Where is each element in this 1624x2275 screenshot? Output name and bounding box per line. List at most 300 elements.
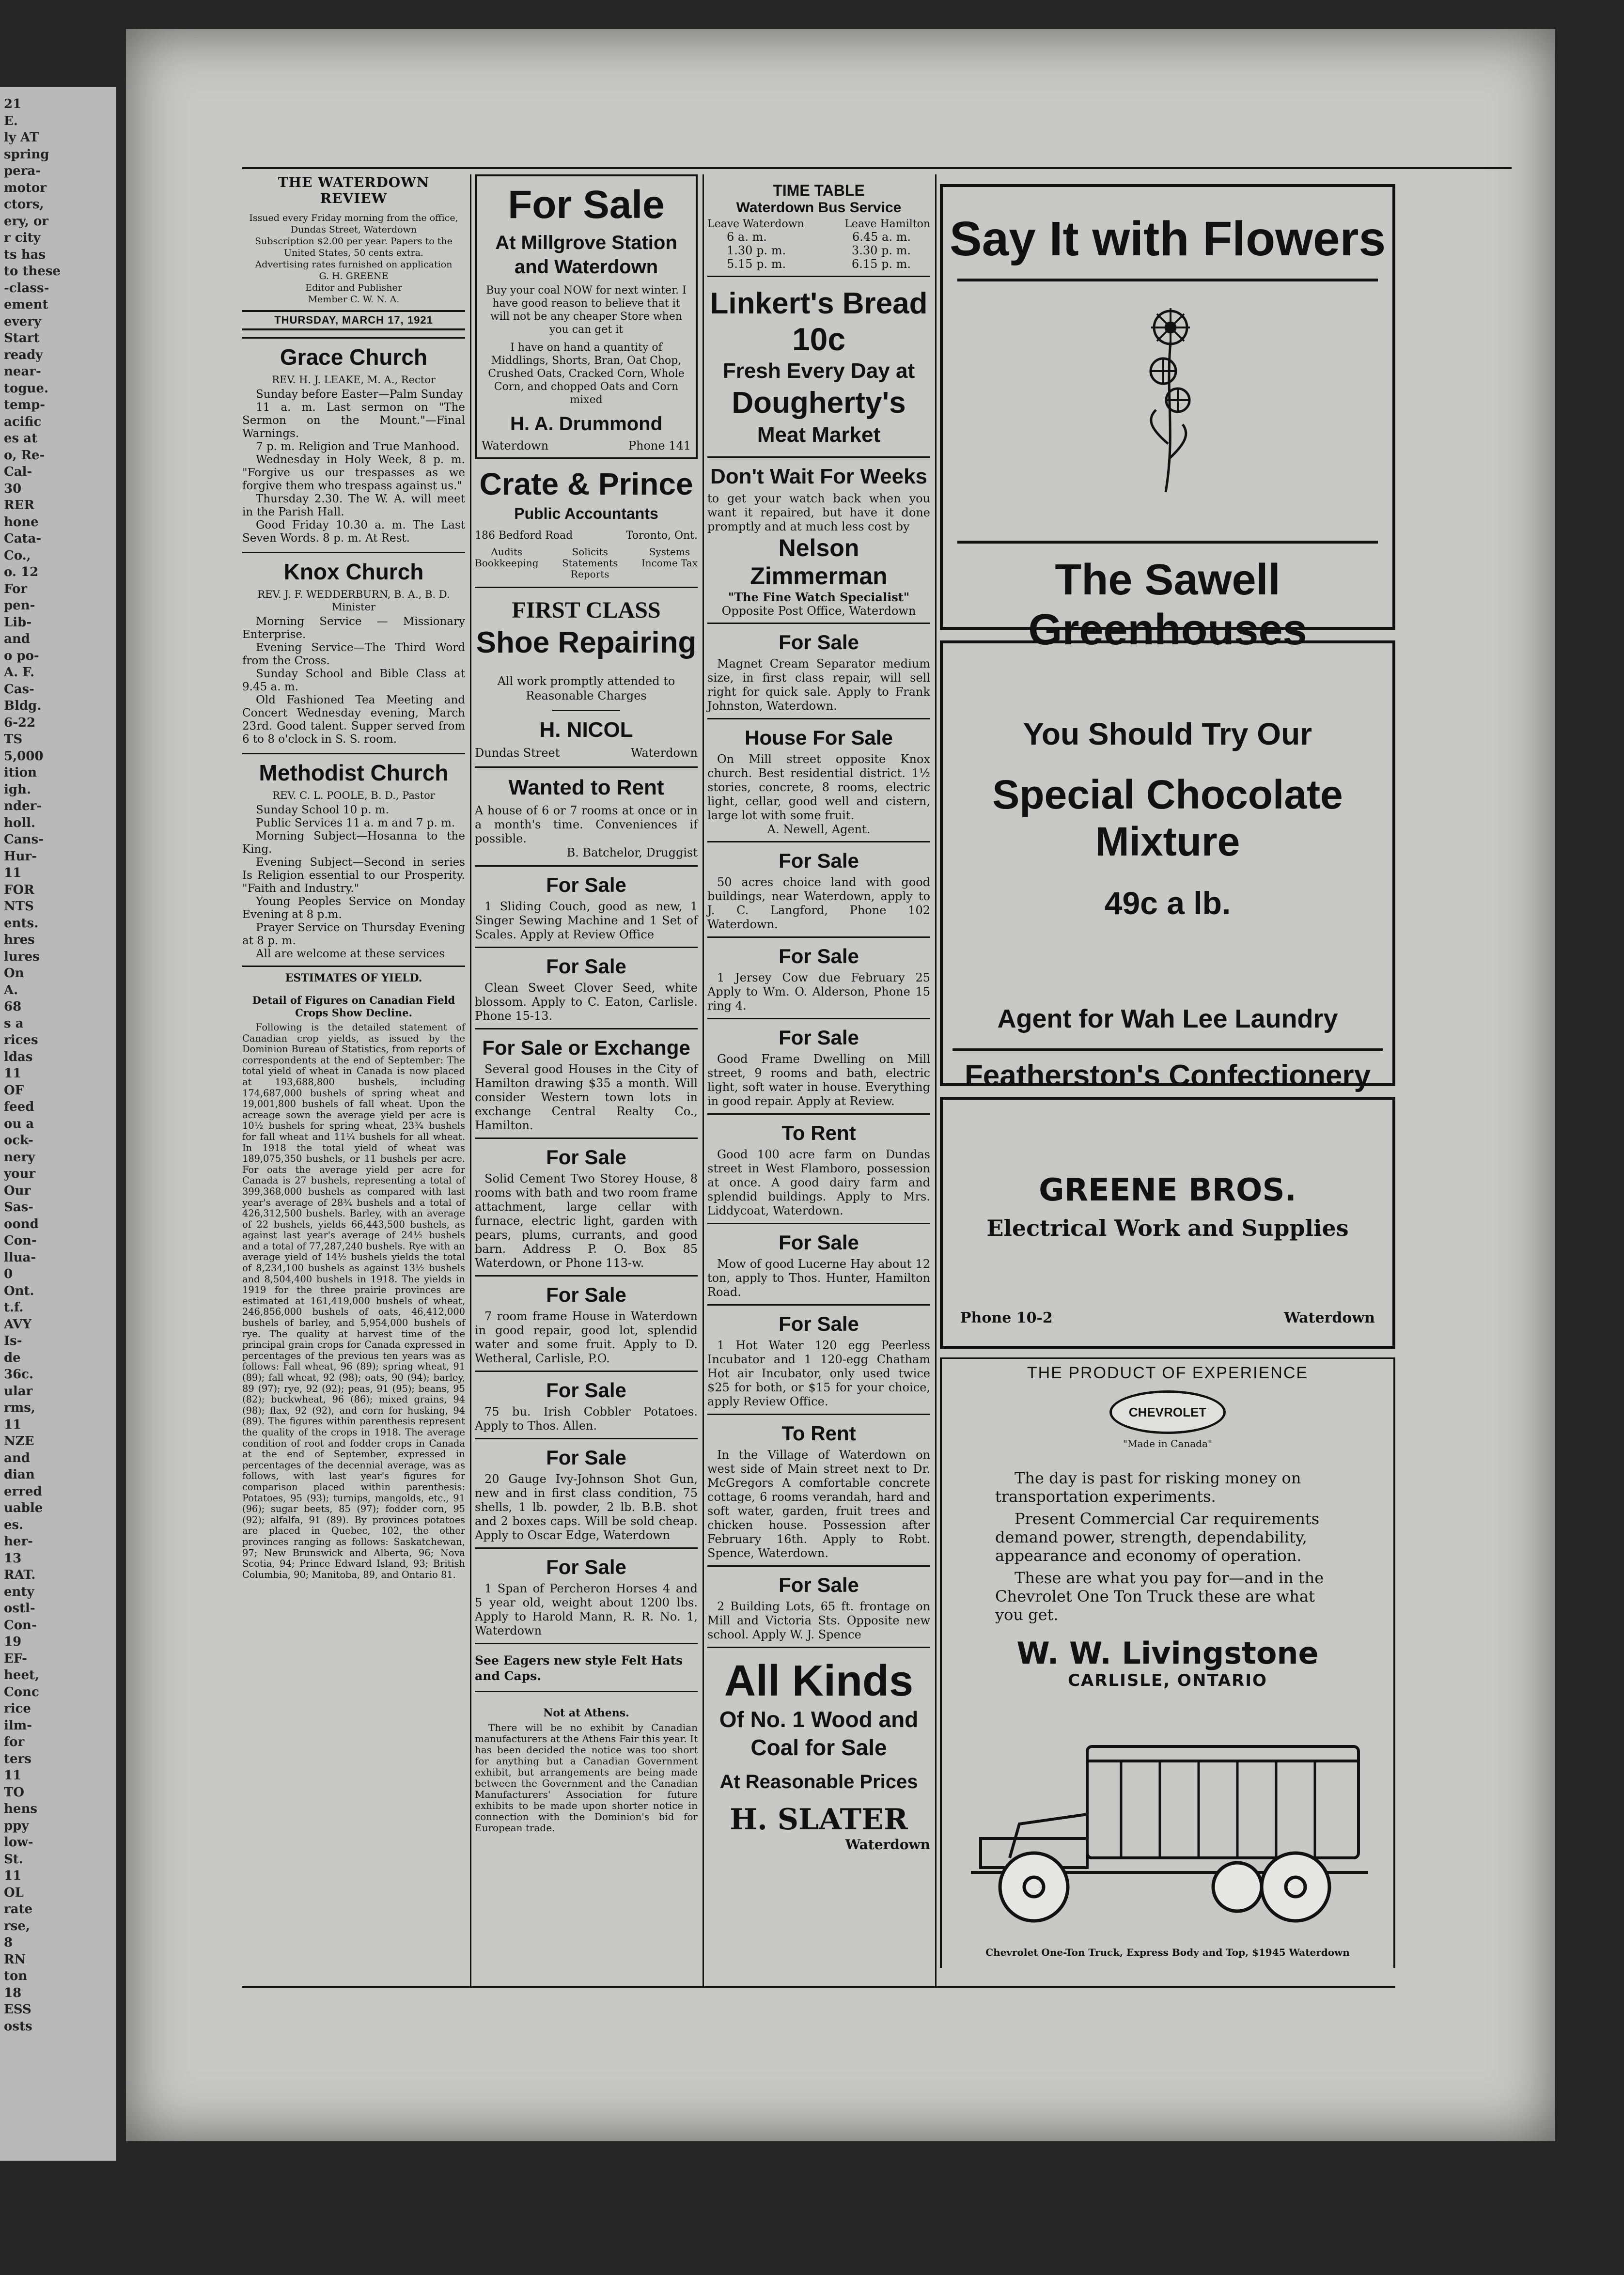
issue-date: THURSDAY, MARCH 17, 1921 xyxy=(242,310,465,330)
strip-line: es at xyxy=(4,431,38,446)
classified-title: For Sale xyxy=(546,955,626,978)
strip-line: de xyxy=(4,1350,21,1365)
strip-line: to these xyxy=(4,264,61,279)
classified-body: Good 100 acre farm on Dundas street in West Flamboro, possession at once. A good dairy farm and splendid buildings. Apply to Mrs. Liddycoat, Waterdown. xyxy=(707,1148,930,1217)
linkert-l4: Dougherty's xyxy=(732,386,906,420)
classified-body: 7 room frame House in Waterdown in good repair, good lot, splendid water and some fruit. Apply to D. Wetheral, Carlisle, P.O. xyxy=(475,1309,698,1365)
strip-line: motor xyxy=(4,180,47,195)
classified-ad xyxy=(707,1224,930,1306)
crate-address xyxy=(475,530,698,542)
church-paragraph: Morning Subject—Hosanna to the King. xyxy=(242,830,465,856)
strip-line: A. F. xyxy=(4,665,35,680)
strip-line: temp- xyxy=(4,398,46,412)
strip-line: your xyxy=(4,1167,36,1181)
chevrolet-logo-text: CHEVROLET xyxy=(1128,1404,1207,1419)
strip-line: rice xyxy=(4,1701,31,1716)
strip-line: Sas- xyxy=(4,1200,34,1215)
strip-line: ock- xyxy=(4,1133,33,1148)
church-paragraph: Young Peoples Service on Monday Evening at 8 p.m. xyxy=(242,895,465,921)
strip-line: Bldg. xyxy=(4,699,42,713)
classified-body: Magnet Cream Separator medium size, in first class repair, will sell right for quick sale. Apply to Frank Johnston, Waterdown. xyxy=(707,657,930,713)
classified-title: For Sale xyxy=(546,1556,626,1578)
strip-line: low- xyxy=(4,1835,33,1850)
classified-body: 20 Gauge Ivy-Johnson Shot Gun, new and in first class condition, 75 shells, 1 lb. powder, 2 lb. B.B. shot and 2 boxes caps. Will be sold cheap. Apply to Oscar Edge, Waterdown xyxy=(475,1472,698,1542)
strip-line: hres xyxy=(4,933,35,947)
estimates-title: ESTIMATES OF YIELD. xyxy=(285,972,422,984)
strip-line: NTS xyxy=(4,899,34,914)
strip-line: Ont. xyxy=(4,1283,34,1298)
nicol-street: Dundas Street xyxy=(475,746,560,760)
strip-line: Is- xyxy=(4,1334,22,1348)
strip-line: ton xyxy=(4,1969,28,1983)
athens-body: There will be no exhibit by Canadian manufacturers at the Athens Fair this year. It has been decided the notice was too short for anything but a Canadian Government exhibit, but arrangements are being made between the Government and the Canadian Manufacturers' Association for future exhibits to be made upon shorter notice in connection with the Dominion's bid for European trade. xyxy=(475,1722,698,1834)
strip-line: nder- xyxy=(4,799,42,813)
strip-line: ready xyxy=(4,347,43,362)
strip-line: Con- xyxy=(4,1233,37,1248)
timetable-time: 5.15 p. m. xyxy=(727,257,786,271)
column-rule xyxy=(703,174,704,1986)
classified-ad xyxy=(475,1439,698,1549)
classified-ad xyxy=(707,1115,930,1224)
sawell-name: The Sawell Greenhouses xyxy=(1028,556,1307,654)
top-rule xyxy=(242,167,1512,169)
drummond-name: H. A. Drummond xyxy=(510,413,663,435)
classified-ad xyxy=(707,719,930,842)
church-paragraph: Good Friday 10.30 a. m. The Last Seven Words. 8 p. m. At Rest. xyxy=(242,519,465,545)
chevrolet-logo xyxy=(1109,1390,1226,1434)
strip-line: ly AT xyxy=(4,130,39,145)
strip-line: osts xyxy=(4,2019,32,2034)
strip-line: 0 xyxy=(4,1267,13,1281)
strip-line: es. xyxy=(4,1517,24,1532)
timetable-time: 3.30 p. m. xyxy=(851,244,911,257)
divider xyxy=(552,710,620,711)
classified-ad xyxy=(707,1019,930,1115)
crate-item: Statements xyxy=(562,557,618,569)
classified-ad xyxy=(707,938,930,1019)
masthead-line: Subscription $2.00 per year. Papers to the United States, 50 cents extra. xyxy=(255,236,453,258)
strip-line: hens xyxy=(4,1802,37,1816)
strip-line: feed xyxy=(4,1100,34,1114)
featherston-l5: Featherston's Confectionery xyxy=(964,1059,1371,1092)
crate-item: Reports xyxy=(570,568,609,580)
timetable-row xyxy=(707,244,930,257)
strip-line: her- xyxy=(4,1534,33,1549)
flower-illustration xyxy=(1132,298,1209,502)
strip-line: ou a xyxy=(4,1116,34,1131)
classified-body: On Mill street opposite Knox church. Best residential district. 1½ stories, concrete, 8 rooms, electric light, cellar, good well and cistern, large lot with some fruit. xyxy=(707,752,930,822)
strip-line: On xyxy=(4,966,24,981)
classified-body: Several good Houses in the City of Hamilton drawing $35 a month. Will consider Western town lots in exchange Central Realty Co., Hamilton. xyxy=(475,1062,698,1132)
classified-body: 2 Building Lots, 65 ft. frontage on Mill and Victoria Sts. Opposite new school. Apply W. J. Spence xyxy=(707,1600,930,1641)
church-paragraph: 11 a. m. Last sermon on "The Sermon on the Mount."—Final Warnings. xyxy=(242,401,465,440)
linkert-l2: 10c xyxy=(792,321,846,357)
strip-line: 6-22 xyxy=(4,715,36,730)
strip-line: ition xyxy=(4,765,37,780)
drummond-ad xyxy=(475,174,698,459)
greene-place: Waterdown xyxy=(1284,1309,1375,1326)
slater-l2: Of No. 1 Wood and Coal for Sale xyxy=(719,1707,919,1760)
classified-ad xyxy=(707,1415,930,1567)
chevrolet-ad xyxy=(940,1357,1395,1968)
church-notices xyxy=(242,337,465,961)
timetable xyxy=(707,182,930,277)
member-line: Member C. W. N. A. xyxy=(308,294,400,305)
classified-body: 75 bu. Irish Cobbler Potatoes. Apply to Thos. Allen. xyxy=(475,1405,698,1433)
strip-line: Cas- xyxy=(4,682,34,697)
strip-line: ostl- xyxy=(4,1601,35,1616)
strip-line: o po- xyxy=(4,648,39,663)
strip-line: NZE xyxy=(4,1434,34,1449)
featherston-l4: Agent for Wah Lee Laundry xyxy=(997,1004,1338,1033)
linkert-l5: Meat Market xyxy=(757,423,881,447)
timetable-time: 6.45 a. m. xyxy=(852,230,911,244)
strip-line: 21 xyxy=(4,97,22,111)
church-notice xyxy=(242,753,465,961)
crate-item: Systems xyxy=(649,546,690,558)
strip-line: rms, xyxy=(4,1401,35,1415)
rule xyxy=(957,541,1378,544)
strip-line: Cans- xyxy=(4,832,44,847)
classified-title: For Sale xyxy=(779,1231,859,1254)
strip-line: OF xyxy=(4,1083,24,1098)
sawell-title: Say It with Flowers xyxy=(949,212,1386,266)
crate-city: Toronto, Ont. xyxy=(625,530,698,542)
greene-bros-ad xyxy=(940,1097,1395,1349)
classified-signature: A. Newell, Agent. xyxy=(767,823,871,836)
classified-body: 1 Sliding Couch, good as new, 1 Singer Sewing Machine and 1 Set of Scales. Apply at Review Office xyxy=(475,900,698,941)
strip-line: TS xyxy=(4,732,23,747)
column-rule xyxy=(470,174,471,1986)
classified-ad xyxy=(475,1139,698,1277)
timetable-row xyxy=(707,257,930,271)
nicol-ad xyxy=(475,597,698,768)
strip-line: EF- xyxy=(4,1651,27,1666)
chevrolet-p2: Present Commercial Car requirements demand power, strength, dependability, appearance and economy of operation. xyxy=(995,1510,1320,1565)
church-paragraph: Thursday 2.30. The W. A. will meet in the Parish Hall. xyxy=(242,493,465,518)
strip-line: pera- xyxy=(4,164,41,178)
strip-line: 36c. xyxy=(4,1367,34,1382)
strip-line: dian xyxy=(4,1467,35,1482)
zimmerman-ad xyxy=(707,458,930,624)
drummond-title: For Sale xyxy=(508,183,665,227)
eager-ad: See Eagers new style Felt Hats and Caps. xyxy=(475,1644,698,1692)
featherston-ad xyxy=(940,640,1395,1092)
strip-line: 30 xyxy=(4,481,22,496)
church-paragraph: Evening Service—The Third Word from the Cross. xyxy=(242,641,465,667)
strip-line: o. 12 xyxy=(4,565,39,579)
featherston-l3: 49c a lb. xyxy=(1104,885,1231,921)
rule xyxy=(953,1048,1383,1051)
strip-line: Our xyxy=(4,1183,31,1198)
classified-ad xyxy=(707,624,930,719)
strip-line: o, Re- xyxy=(4,448,45,463)
classified-title: For Sale xyxy=(779,945,859,967)
classified-body: Solid Cement Two Storey House, 8 rooms with bath and two room frame attachment, large cellar with furnace, electric light, garden with pears, plums, currants, and good barn. Address P. O. Box 85 Waterdown, or Phone 113-w. xyxy=(475,1172,698,1270)
greene-sub: Electrical Work and Supplies xyxy=(986,1215,1349,1241)
timetable-time: 1.30 p. m. xyxy=(727,244,786,257)
crate-item: Solicits xyxy=(572,546,608,558)
church-paragraph: Public Services 11 a. m and 7 p. m. xyxy=(256,817,455,829)
classified-title: For Sale xyxy=(779,849,859,872)
strip-line: rate xyxy=(4,1902,33,1917)
strip-line: nery xyxy=(4,1150,35,1165)
nicol-p: All work promptly attended to Reasonable Charges xyxy=(497,674,675,702)
strip-line: every xyxy=(4,314,41,329)
classified-ad xyxy=(707,1567,930,1648)
classified-title: House For Sale xyxy=(745,726,893,749)
col3-classifieds xyxy=(707,624,930,1648)
strip-line: OL xyxy=(4,1885,24,1900)
zimmerman-title: Don't Wait For Weeks xyxy=(710,465,928,488)
masthead-lines xyxy=(242,212,465,305)
athens-article xyxy=(475,1692,698,1834)
crate-item: Audits xyxy=(491,546,523,558)
strip-line: 11 xyxy=(4,1417,22,1432)
classified-ad xyxy=(475,1029,698,1139)
greene-phone: Phone 10-2 xyxy=(960,1309,1053,1326)
estimates-subtitle: Detail of Figures on Canadian Field Crops Show Decline. xyxy=(252,994,455,1019)
estimates-article xyxy=(242,966,465,1580)
strip-line: Co., xyxy=(4,548,31,563)
strip-line: AVY xyxy=(4,1317,32,1332)
chevrolet-p1: The day is past for risking money on transportation experiments. xyxy=(995,1469,1301,1506)
classified-title: For Sale or Exchange xyxy=(482,1036,690,1059)
chevrolet-made: "Made in Canada" xyxy=(1123,1438,1213,1449)
classified-title: For Sale xyxy=(779,1026,859,1049)
strip-line: 68 xyxy=(4,999,22,1014)
column-4 xyxy=(940,184,1395,1968)
strip-line: RER xyxy=(4,498,35,513)
strip-line: 8 xyxy=(4,1935,13,1950)
classified-ad xyxy=(707,1306,930,1415)
estimates-body: Following is the detailed statement of Canadian crop yields, as issued by the Dominion Bureau of Statistics, from reports of correspondents at the end of September: The total yield of wheat in Canada is now placed at 193,688,800 bushels, including 174,687,000 bushels of spring wheat and 19,001,800 bushels of fall wheat. Upon the acreage sown the average yield per acre is 10½ bushels for spring wheat, 23¾ bushels for fall wheat and 11¼ bushels for all wheat. In 1918 the total yield of wheat was 189,075,350 bushels, or 11 bushels per acre. For oats the average yield per acre for Canada is 27 bushels, representing a total of 399,368,000 bushels as compared with last year's average of 28¾ bushels and a total of 426,312,500 bushels. Barley, with an average of 22 bushels, yields 66,443,500 bushels, as against last year's average of 24½ bushels and a total of 77,287,240 bushels. Rye with an average yield of 14½ bushels yields the total of 8,234,100 bushels as against 13½ bushels and 8,504,400 bushels in 1918. The yields in 1919 for the three prairie provinces are estimated at 161,419,000 bushels of wheat, 246,856,000 bushels of oats, 46,412,000 bushels of barley, and 5,954,000 bushels of rye. The quality at harvest time of the principal grain crops for Canada expressed in percentages of the previous ten years was as follows: Fall wheat, 96 (89); spring wheat, 91 (89); fall wheat, 92 (98); oats, 90 (94); barley, 89 (97); rye, 92 (92); peas, 91 (95); beans, 95 (82); buckwheat, 96 (86); mixed grains, 94 (98); flax, 92 (92), and corn for husking, 94 (89). The figures within parenthesis represent the quality of the crops in 1918. The average condition of root and fodder crops in Canada at the end of September, expressed in percentages of the decennial average, was as follows, with last year's figures for comparison placed within parenthesis: Potatoes, 95 (93); turnips, mangolds, etc., 91 (96); sugar beets, 85 (97); fodder corn, 95 (92); alfalfa, 91 (89). By provinces potatoes are placed in Quebec, 102, the other provinces ranging as follows: Saskatchewan, 97; New Brunswick and Alberta, 96; Nova Scotia, 94; Prince Edward Island, 93; British Columbia, 90; Manitoba, 89, and Ontario 81. xyxy=(242,1022,465,1580)
strip-line: 18 xyxy=(4,1985,22,2000)
drummond-p1: Buy your coal NOW for next winter. I have good reason to believe that it will not be any cheaper Store when you can get it xyxy=(486,284,687,336)
linkert-ad xyxy=(707,277,930,458)
slater-name: H. SLATER xyxy=(730,1803,908,1837)
church-paragraph: 7 p. m. Religion and True Manhood. xyxy=(256,440,460,453)
classified-title: For Sale xyxy=(546,873,626,896)
wanted-title: Wanted to Rent xyxy=(508,776,664,799)
crate-col xyxy=(562,546,618,580)
truck-illustration xyxy=(961,1727,1378,1931)
strip-line: ctors, xyxy=(4,197,44,212)
classified-body: In the Village of Waterdown on west side of Main street next to Dr. McGregors A comfortable concrete cottage, 6 rooms verandah, hard and soft water, garden, fruit trees and chicken house. Possession after February 16th. Apply to Robt. Spence, Waterdown. xyxy=(707,1448,930,1560)
classified-body: 1 Jersey Cow due February 25 Apply to Wm. O. Alderson, Phone 15 ring 4. xyxy=(707,971,930,1013)
church-name: Knox Church xyxy=(283,559,424,584)
classified-title: To Rent xyxy=(781,1422,856,1445)
strip-line: llua- xyxy=(4,1250,36,1265)
wanted-ad xyxy=(475,768,698,867)
timetable-rows xyxy=(707,230,930,271)
church-paragraph: Sunday School 10 p. m. xyxy=(256,804,389,816)
masthead-line: Advertising rates furnished on application xyxy=(255,259,453,270)
classified-ad xyxy=(475,1372,698,1439)
classified-title: To Rent xyxy=(781,1122,856,1144)
featherston-l1: You Should Try Our xyxy=(1023,717,1312,751)
strip-line: E. xyxy=(4,113,18,128)
strip-line: for xyxy=(4,1735,25,1749)
drummond-phone: Phone 141 xyxy=(628,439,691,452)
crate-addr: 186 Bedford Road xyxy=(475,530,573,542)
strip-line: 13 xyxy=(4,1551,22,1566)
bottom-rule xyxy=(242,1986,1395,1988)
crate-ad xyxy=(475,467,698,588)
slater-place: Waterdown xyxy=(845,1837,930,1853)
strip-line: and xyxy=(4,1450,30,1465)
strip-line: ular xyxy=(4,1384,33,1399)
drummond-sub: At Millgrove Station and Waterdown xyxy=(495,232,677,278)
classified-title: For Sale xyxy=(779,631,859,654)
previous-page-strip xyxy=(0,87,116,2161)
zimmerman-body: to get your watch back when you want it repaired, but have it done promptly and at much less cost by xyxy=(707,492,930,533)
timetable-header: Leave Hamilton xyxy=(844,218,930,230)
strip-line: rices xyxy=(4,1033,38,1047)
classified-title: For Sale xyxy=(779,1574,859,1596)
greene-title: GREENE BROS. xyxy=(1039,1172,1296,1208)
zimmerman-tag: "The Fine Watch Specialist" xyxy=(728,590,910,604)
nicol-place: Waterdown xyxy=(630,746,698,760)
classified-ad xyxy=(475,1277,698,1372)
strip-line: lures xyxy=(4,949,40,964)
linkert-l3: Fresh Every Day at xyxy=(722,359,915,383)
sawell-ad xyxy=(940,184,1395,654)
classified-title: For Sale xyxy=(779,1312,859,1335)
crate-col xyxy=(475,546,539,580)
strip-line: -class- xyxy=(4,280,49,296)
slater-l1: All Kinds xyxy=(724,1657,913,1705)
crate-sub: Public Accountants xyxy=(514,505,658,522)
chevrolet-head: THE PRODUCT OF EXPERIENCE xyxy=(1027,1364,1309,1382)
crate-services xyxy=(475,546,698,580)
strip-line: Cata- xyxy=(4,531,42,546)
strip-line: acific xyxy=(4,414,42,429)
church-notice xyxy=(242,337,465,545)
strip-line: togue. xyxy=(4,381,49,396)
strip-line: r city xyxy=(4,231,41,245)
classified-body: 1 Span of Percheron Horses 4 and 5 year old, weight about 1200 lbs. Apply to Harold Mann, R. R. No. 1, Waterdown xyxy=(475,1582,698,1637)
strip-line: ement xyxy=(4,297,48,312)
classified-body: Clean Sweet Clover Seed, white blossom. Apply to C. Eaton, Carlisle. Phone 15-13. xyxy=(475,981,698,1023)
church-paragraph: Evening Subject—Second in series Is Religion essential to our Prosperity. "Faith and Industry." xyxy=(242,856,465,895)
drummond-footer xyxy=(482,439,691,452)
strip-line: and xyxy=(4,632,30,646)
timetable-row xyxy=(707,230,930,244)
strip-line: 11 xyxy=(4,1066,22,1081)
classified-title: For Sale xyxy=(546,1446,626,1469)
strip-line: For xyxy=(4,581,28,596)
strip-line: pen- xyxy=(4,598,35,613)
rule xyxy=(957,279,1378,281)
slater-ad xyxy=(707,1648,930,1853)
strip-line: spring xyxy=(4,147,49,162)
strip-line: Lib- xyxy=(4,615,32,630)
strip-line: Conc xyxy=(4,1684,39,1699)
strip-line: Con- xyxy=(4,1618,37,1633)
strip-line: 19 xyxy=(4,1635,22,1649)
column-1 xyxy=(242,174,465,1580)
column-rule xyxy=(935,174,937,1986)
strip-line: uable xyxy=(4,1501,43,1515)
church-paragraph: Wednesday in Holy Week, 8 p. m. "Forgive us our trespasses as we forgive them who trespass against us." xyxy=(242,453,465,492)
church-notice xyxy=(242,552,465,746)
classified-body: Good Frame Dwelling on Mill street, 9 rooms and bath, electric light, soft water in house. Everything in good repair. Apply at Review. xyxy=(707,1052,930,1108)
strip-line: TO xyxy=(4,1785,24,1800)
slater-l3: At Reasonable Prices xyxy=(719,1771,918,1792)
drummond-place: Waterdown xyxy=(482,439,549,452)
strip-line: 11 xyxy=(4,1869,22,1883)
strip-line: s a xyxy=(4,1016,24,1031)
classified-ad xyxy=(475,1549,698,1644)
editor-role: Editor and Publisher xyxy=(305,282,402,293)
church-paragraph: All are welcome at these services xyxy=(256,948,445,960)
strip-line: ters xyxy=(4,1751,31,1766)
timetable-time: 6 a. m. xyxy=(727,230,767,244)
classified-ad xyxy=(475,867,698,948)
chevrolet-dealer: W. W. Livingstone xyxy=(1016,1636,1319,1671)
strip-line: hone xyxy=(4,514,39,530)
church-paragraph: Old Fashioned Tea Meeting and Concert Wednesday evening, March 23rd. Good talent. Supper served from 6 to 8 o'clock in S. S. room. xyxy=(242,694,465,746)
church-paragraph: Morning Service — Missionary Enterprise. xyxy=(242,615,465,641)
strip-line: enty xyxy=(4,1584,34,1599)
crate-title: Crate & Prince xyxy=(479,467,693,501)
column-2 xyxy=(475,174,698,1834)
greene-footer xyxy=(960,1309,1375,1326)
newspaper-page xyxy=(126,29,1555,2141)
classified-body: 1 Hot Water 120 egg Peerless Incubator and 1 120-egg Chatham Hot air Incubator, only used twice $25 for both, or $15 for your choice, apply Review Office. xyxy=(707,1339,930,1408)
strip-line: St. xyxy=(4,1852,23,1867)
timetable-time: 6.15 p. m. xyxy=(851,257,911,271)
chevrolet-city: CARLISLE, ONTARIO xyxy=(1068,1671,1267,1690)
church-name: Methodist Church xyxy=(259,760,449,785)
church-minister: REV. C. L. POOLE, B. D., Pastor xyxy=(272,790,435,801)
timetable-sub: Waterdown Bus Service xyxy=(736,200,902,216)
nicol-footer xyxy=(475,746,698,760)
zimmerman-name: Nelson Zimmerman xyxy=(750,534,888,590)
strip-line: RN xyxy=(4,1952,26,1967)
strip-line: Start xyxy=(4,331,40,345)
strip-line: ery, or xyxy=(4,214,49,229)
linkert-l1: Linkert's Bread xyxy=(710,287,928,320)
strip-line: ents. xyxy=(4,916,39,931)
wanted-sig: B. Batchelor, Druggist xyxy=(566,846,698,859)
church-minister: REV. H. J. LEAKE, M. A., Rector xyxy=(272,374,436,386)
featherston-l2: Special Chocolate Mixture xyxy=(992,772,1343,864)
strip-line: igh. xyxy=(4,782,31,797)
chevrolet-copy xyxy=(995,1469,1340,1624)
crate-item: Bookkeeping xyxy=(475,557,539,569)
strip-line: heet, xyxy=(4,1668,40,1683)
strip-line: A. xyxy=(4,982,18,997)
wanted-body: A house of 6 or 7 rooms at once or in a month's time. Conveniences if possible. xyxy=(475,804,698,845)
masthead-title: THE WATERDOWN REVIEW xyxy=(278,174,430,206)
athens-title: Not at Athens. xyxy=(543,1707,629,1719)
col2-classifieds xyxy=(475,867,698,1644)
classified-title: For Sale xyxy=(546,1146,626,1169)
timetable-title: TIME TABLE xyxy=(773,182,865,199)
strip-line: Cal- xyxy=(4,465,32,479)
strip-line: 11 xyxy=(4,1768,22,1783)
strip-line: ppy xyxy=(4,1818,29,1833)
classified-title: For Sale xyxy=(546,1379,626,1402)
church-paragraph: Sunday School and Bible Class at 9.45 a. m. xyxy=(242,668,465,693)
classified-body: 50 acres choice land with good buildings, near Waterdown, apply to J. C. Langford, Phone 102 Waterdown. xyxy=(707,875,930,931)
strip-line: Hur- xyxy=(4,849,37,864)
strip-line: ESS xyxy=(4,2002,31,2017)
strip-line: 5,000 xyxy=(4,748,44,764)
classified-body: Mow of good Lucerne Hay about 12 ton, apply to Thos. Hunter, Hamilton Road. xyxy=(707,1257,930,1299)
